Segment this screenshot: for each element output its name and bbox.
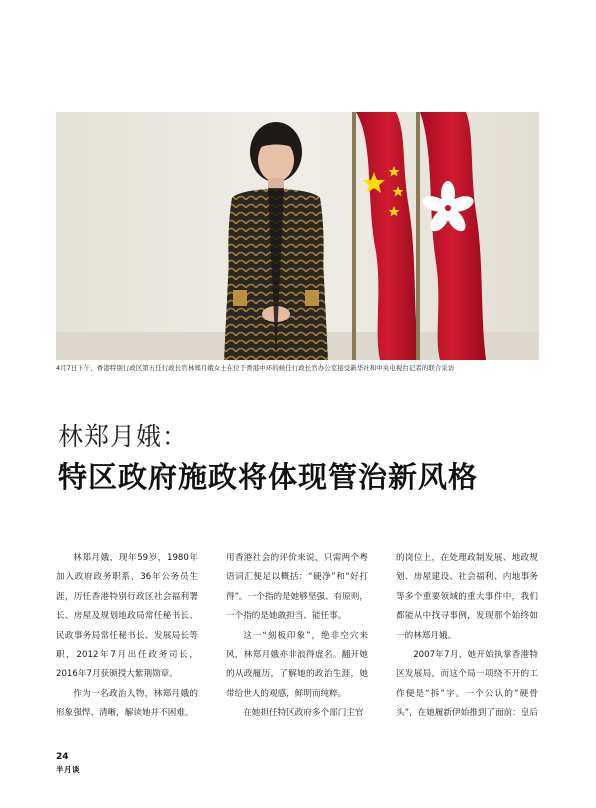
paragraph: 2007年7月，她开始执掌香港特区发展局，而这个局一项绕不开的工作便是“拆”字。一个公认的“硬骨头”，在她履新伊始推到了面前：皇后 [396,650,538,719]
photo-illustration [56,112,539,360]
article-photo [56,112,539,360]
paragraph: 在她担任特区政府多个部门主官 [243,708,364,719]
paragraph: 用香港社会的评价来说，只需两个粤语词汇便足以概括：“硬净”和“好打得”。一个指的是她够坚强、有原则，一个指的是她敢担当、能任事。 [226,553,368,622]
text-column-2 [226,549,368,724]
text-column-3 [396,549,538,724]
magazine-masthead: 半月谈 [56,765,80,774]
paragraph: 作为一名政治人物，林郑月娥的形象强悍、清晰，解读她并不困难。 [56,688,198,719]
article-title-headline: 特区政府施政将体现管治新风格 [58,460,479,494]
article-title-name: 林郑月娥： [58,422,189,451]
text-column-1 [56,549,198,724]
paragraph: 的岗位上，在处理政制发展、地政规划、房屋建设、社会福利、内地事务等多个重要领域的重大事件中，我们都能从中找寻事例，发现那个始终如一的林郑月娥。 [396,553,538,641]
photo-caption: 4月7日下午，香港特别行政区第五任行政长官林郑月娥女士在位于香港中环的候任行政长官办公室接受新华社和中央电视台记者的联合采访 [56,364,455,372]
paragraph: 林郑月娥，现年59岁，1980年加入政府政务职系，36年公务员生涯，历任香港特别行政区社会福利署长、房屋及规划地政局常任秘书长、民政事务局常任秘书长、发展局长等职，2012年7月出任政务司长，2016年7月获颁授大紫荆勋章。 [56,553,198,680]
page-number: 24 [56,752,69,762]
paragraph: 这一“刻板印象”，绝非空穴来风，林郑月娥亦非浪得虚名。翻开她的从政履历，了解她的政治生涯，她带给世人的观感，鲜明而纯粹。 [226,630,368,699]
